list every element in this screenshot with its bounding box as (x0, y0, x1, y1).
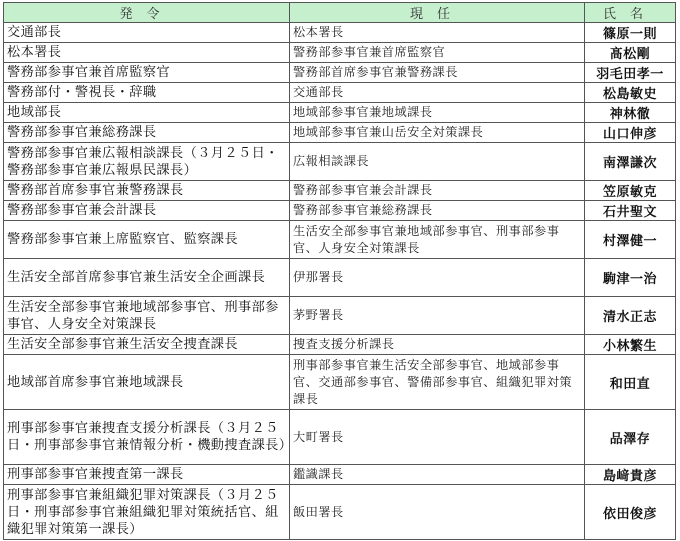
new-post-cell: 生活安全部参事官兼生活安全捜査課長 (4, 335, 290, 355)
current-post-cell: 地域部参事官兼山岳安全対策課長 (290, 123, 585, 143)
table-row (4, 410, 676, 465)
name-cell: 羽毛田孝一 (585, 63, 676, 83)
table-row (4, 143, 676, 181)
current-post-cell: 警務部参事官兼首席監察官 (290, 43, 585, 63)
current-post-cell: 警務部参事官兼総務課長 (290, 201, 585, 221)
table-row (4, 201, 676, 221)
header-name: 氏名 (585, 3, 676, 23)
name-cell: 篠原一則 (585, 23, 676, 43)
current-post-cell: 松本署長 (290, 23, 585, 43)
table-row (4, 355, 676, 410)
table-row (4, 123, 676, 143)
current-post-cell: 刑事部参事官兼生活安全部参事官、地域部参事官、交通部参事官、警備部参事官、組織犯罪対策課長 (290, 355, 585, 410)
new-post-cell: 警務部参事官兼上席監察官、監察課長 (4, 221, 290, 259)
current-post-cell: 飯田署長 (290, 485, 585, 540)
table-row (4, 63, 676, 83)
name-cell: 南澤謙次 (585, 143, 676, 181)
table-row (4, 221, 676, 259)
new-post-cell: 刑事部参事官兼捜査第一課長 (4, 465, 290, 485)
new-post-cell: 警務部参事官兼会計課長 (4, 201, 290, 221)
current-post-cell: 警務部参事官兼会計課長 (290, 181, 585, 201)
table-row (4, 103, 676, 123)
header-new-post: 発令 (4, 3, 290, 23)
table-row (4, 335, 676, 355)
name-cell: 神林徹 (585, 103, 676, 123)
table-row (4, 83, 676, 103)
table-row (4, 43, 676, 63)
new-post-cell: 生活安全部首席参事官兼生活安全企画課長 (4, 259, 290, 297)
table-row (4, 297, 676, 335)
new-post-cell: 警務部参事官兼首席監察官 (4, 63, 290, 83)
name-cell: 和田直 (585, 355, 676, 410)
header-row (4, 3, 676, 23)
table-row (4, 181, 676, 201)
name-cell: 笠原敏克 (585, 181, 676, 201)
new-post-cell: 警務部付・警視長・辞職 (4, 83, 290, 103)
current-post-cell: 生活安全部参事官兼地域部参事官、刑事部参事官、人身安全対策課長 (290, 221, 585, 259)
name-cell: 清水正志 (585, 297, 676, 335)
table-row (4, 465, 676, 485)
current-post-cell: 交通部長 (290, 83, 585, 103)
name-cell: 石井聖文 (585, 201, 676, 221)
table-row (4, 23, 676, 43)
current-post-cell: 警務部首席参事官兼警務課長 (290, 63, 585, 83)
new-post-cell: 地域部長 (4, 103, 290, 123)
table-row (4, 485, 676, 540)
name-cell: 村澤健一 (585, 221, 676, 259)
new-post-cell: 交通部長 (4, 23, 290, 43)
name-cell: 山口伸彦 (585, 123, 676, 143)
new-post-cell: 警務部参事官兼広報相談課長（３月２５日・警務部参事官兼広報県民課長） (4, 143, 290, 181)
current-post-cell: 鑑識課長 (290, 465, 585, 485)
current-post-cell: 茅野署長 (290, 297, 585, 335)
new-post-cell: 松本署長 (4, 43, 290, 63)
name-cell: 松島敏史 (585, 83, 676, 103)
new-post-cell: 刑事部参事官兼組織犯罪対策課長（３月２５日・刑事部参事官兼組織犯罪対策統括官、組織犯罪対策第一課長） (4, 485, 290, 540)
current-post-cell: 大町署長 (290, 410, 585, 465)
name-cell: 島﨑貴彦 (585, 465, 676, 485)
new-post-cell: 刑事部参事官兼捜査支援分析課長（３月２５日・刑事部参事官兼情報分析・機動捜査課長） (4, 410, 290, 465)
new-post-cell: 警務部首席参事官兼警務課長 (4, 181, 290, 201)
table-row (4, 259, 676, 297)
current-post-cell: 地域部参事官兼地域課長 (290, 103, 585, 123)
current-post-cell: 捜査支援分析課長 (290, 335, 585, 355)
current-post-cell: 伊那署長 (290, 259, 585, 297)
new-post-cell: 地域部首席参事官兼地域課長 (4, 355, 290, 410)
name-cell: 小林繁生 (585, 335, 676, 355)
name-cell: 品澤存 (585, 410, 676, 465)
personnel-table (3, 2, 676, 540)
name-cell: 依田俊彦 (585, 485, 676, 540)
name-cell: 駒津一治 (585, 259, 676, 297)
current-post-cell: 広報相談課長 (290, 143, 585, 181)
header-current-post: 現任 (290, 3, 585, 23)
name-cell: 髙松剛 (585, 43, 676, 63)
new-post-cell: 生活安全部参事官兼地域部参事官、刑事部参事官、人身安全対策課長 (4, 297, 290, 335)
new-post-cell: 警務部参事官兼総務課長 (4, 123, 290, 143)
